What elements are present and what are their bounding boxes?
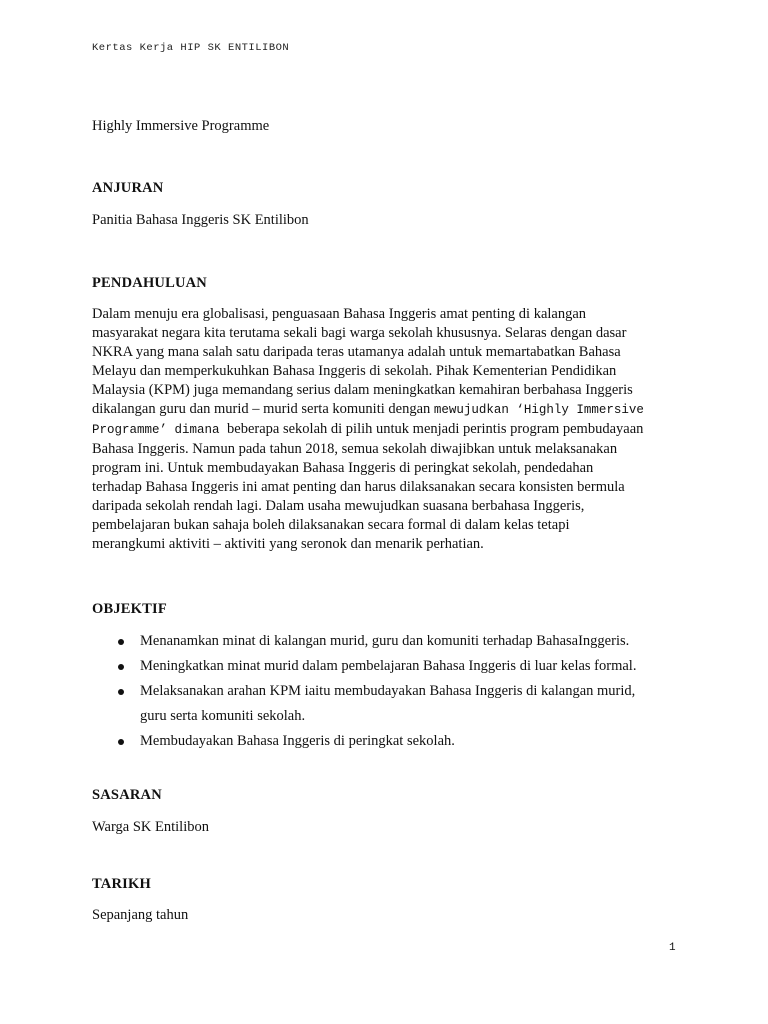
bullet-icon	[118, 639, 124, 645]
page-number: 1	[669, 942, 676, 954]
paragraph-line-mono: Programme’ dimana	[92, 423, 228, 437]
list-item-text: Membudayakan Bahasa Inggeris di peringkat sekolah.	[140, 733, 455, 749]
paragraph-line	[92, 400, 682, 420]
paragraph-line: Melayu dan memperkukuhkan Bahasa Inggeris di sekolah. Pihak Kementerian Pendidikan	[92, 363, 617, 379]
paragraph-line	[92, 420, 682, 440]
list-item	[92, 729, 692, 754]
paragraph-line: daripada sekolah rendah lagi. Dalam usaha mewujudkan suasana berbahasa Inggeris,	[92, 498, 585, 514]
paragraph-line: masyarakat negara kita terutama sekali bagi warga sekolah khususnya. Selaras dengan dasar	[92, 325, 627, 341]
bullet-icon	[118, 664, 124, 670]
list-item-text: Meningkatkan minat murid dalam pembelajaran Bahasa Inggeris di luar kelas formal.	[140, 658, 637, 674]
heading-tarikh: TARIKH	[92, 876, 151, 892]
heading-sasaran: SASARAN	[92, 787, 162, 803]
paragraph-line: Dalam menuju era globalisasi, penguasaan Bahasa Inggeris amat penting di kalangan	[92, 306, 587, 322]
running-header: Kertas Kerja HIP SK ENTILIBON	[92, 42, 290, 54]
paragraph-line: merangkumi aktiviti – aktiviti yang seronok dan menarik perhatian.	[92, 536, 484, 552]
sasaran-text: Warga SK Entilibon	[92, 819, 209, 835]
heading-pendahuluan: PENDAHULUAN	[92, 275, 207, 291]
objektif-list	[92, 629, 692, 754]
paragraph-line: terhadap Bahasa Inggeris ini amat penting dan harus dilaksanakan secara konsisten bermula	[92, 479, 625, 495]
paragraph-line-mono: mewujudkan ‘Highly Immersive	[433, 403, 644, 417]
list-item	[92, 679, 692, 729]
list-item	[92, 629, 692, 654]
list-item-text: Menanamkan minat di kalangan murid, guru dan komuniti terhadap BahasaInggeris.	[140, 633, 630, 649]
paragraph-line-start: dikalangan guru dan murid – murid serta komuniti dengan	[92, 401, 434, 417]
list-item	[92, 654, 692, 679]
bullet-icon	[118, 689, 124, 695]
paragraph-line: program ini. Untuk membudayakan Bahasa Inggeris di peringkat sekolah, pendedahan	[92, 460, 594, 476]
bullet-icon	[118, 739, 124, 745]
document-title: Highly Immersive Programme	[92, 118, 270, 134]
paragraph-line-rest: beberapa sekolah di pilih untuk menjadi perintis program pembudayaan	[227, 421, 644, 437]
paragraph-line: pembelajaran bukan sahaja boleh dilaksanakan secara formal di dalam kelas tetapi	[92, 517, 570, 533]
heading-anjuran: ANJURAN	[92, 180, 164, 196]
anjuran-text: Panitia Bahasa Inggeris SK Entilibon	[92, 212, 309, 228]
paragraph-line: Bahasa Inggeris. Namun pada tahun 2018, semua sekolah diwajibkan untuk melaksanakan	[92, 441, 618, 457]
paragraph-line: Malaysia (KPM) juga memandang serius dalam meningkatkan kemahiran berbahasa Inggeris	[92, 382, 633, 398]
list-item-text: Melaksanakan arahan KPM iaitu membudayakan Bahasa Inggeris di kalangan murid,	[140, 683, 636, 699]
list-item-text-continued: guru serta komuniti sekolah.	[140, 708, 306, 724]
paragraph-line: NKRA yang mana salah satu daripada teras utamanya adalah untuk memartabatkan Bahasa	[92, 344, 621, 360]
heading-objektif: OBJEKTIF	[92, 601, 167, 617]
pendahuluan-paragraph	[92, 305, 682, 554]
tarikh-text: Sepanjang tahun	[92, 907, 189, 923]
